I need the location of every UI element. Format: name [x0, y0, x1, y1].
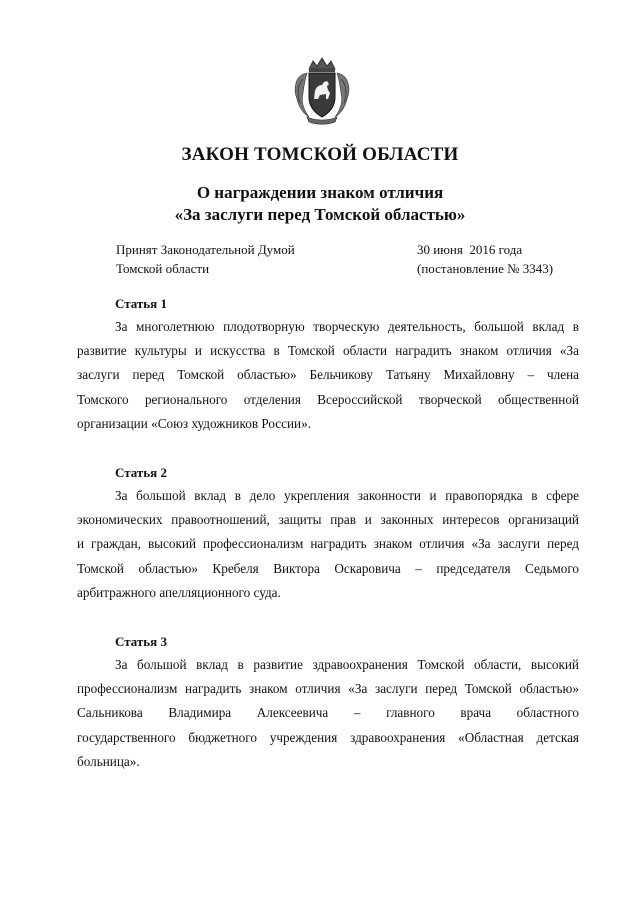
article-line: Сальникова Владимира Алексеевича – главного врача областного: [77, 705, 579, 721]
article-1: [77, 293, 579, 436]
article-body: [77, 315, 579, 436]
article-line: экономических правоотношений, защиты прав и законных интересов организаций: [77, 512, 579, 528]
article-line: развитие культуры и искусства в Томской области наградить знаком отличия «За: [77, 343, 579, 359]
law-subject-line: О награждении знаком отличия: [196, 183, 444, 202]
article-line: больница».: [77, 753, 140, 769]
article-3: [77, 631, 579, 774]
law-subject-line: «За заслуги перед Томской областью»: [174, 205, 466, 224]
article-body: [77, 484, 579, 605]
article-line: За большой вклад в дело укрепления законности и правопорядка в сфере: [115, 488, 579, 503]
article-heading: Статья 2: [115, 465, 167, 480]
adoption-date-block: [417, 240, 553, 278]
adopted-by: [116, 240, 295, 278]
article-body: [77, 653, 579, 774]
law-subject: [0, 182, 640, 226]
article-line: профессионализм наградить знаком отличия «За заслуги перед Томской областью»: [77, 681, 579, 697]
article-line: организации «Союз художников России».: [77, 415, 311, 431]
adoption-date: 30 июня 2016 года: [417, 242, 523, 257]
adopted-by-line: Томской области: [116, 261, 210, 276]
article-2: [77, 462, 579, 605]
resolution-number: (постановление № 3343): [417, 261, 554, 276]
article-line: государственного бюджетного учреждения здравоохранения «Областная детская: [77, 729, 579, 745]
article-line: и граждан, высокий профессионализм наградить знаком отличия «За заслуги перед: [77, 536, 579, 552]
article-line: заслуги перед Томской областью» Бельчикову Татьяну Михайловну – члена: [77, 367, 579, 383]
adopted-by-line: Принят Законодательной Думой: [116, 242, 295, 257]
article-line: За большой вклад в развитие здравоохранения Томской области, высокий: [115, 657, 579, 672]
article-heading: Статья 3: [115, 634, 167, 649]
article-line: Томского регионального отделения Всероссийской творческой общественной: [77, 391, 579, 407]
law-title: ЗАКОН ТОМСКОЙ ОБЛАСТИ: [181, 144, 459, 165]
tomsk-coat-of-arms-emblem: [289, 55, 355, 125]
article-line: За многолетнюю плодотворную творческую деятельность, большой вклад в: [115, 319, 579, 334]
article-heading: Статья 1: [115, 296, 167, 311]
article-line: арбитражного апелляционного суда.: [77, 584, 281, 600]
article-line: Томской областью» Кребеля Виктора Оскаровича – председателя Седьмого: [77, 560, 579, 576]
